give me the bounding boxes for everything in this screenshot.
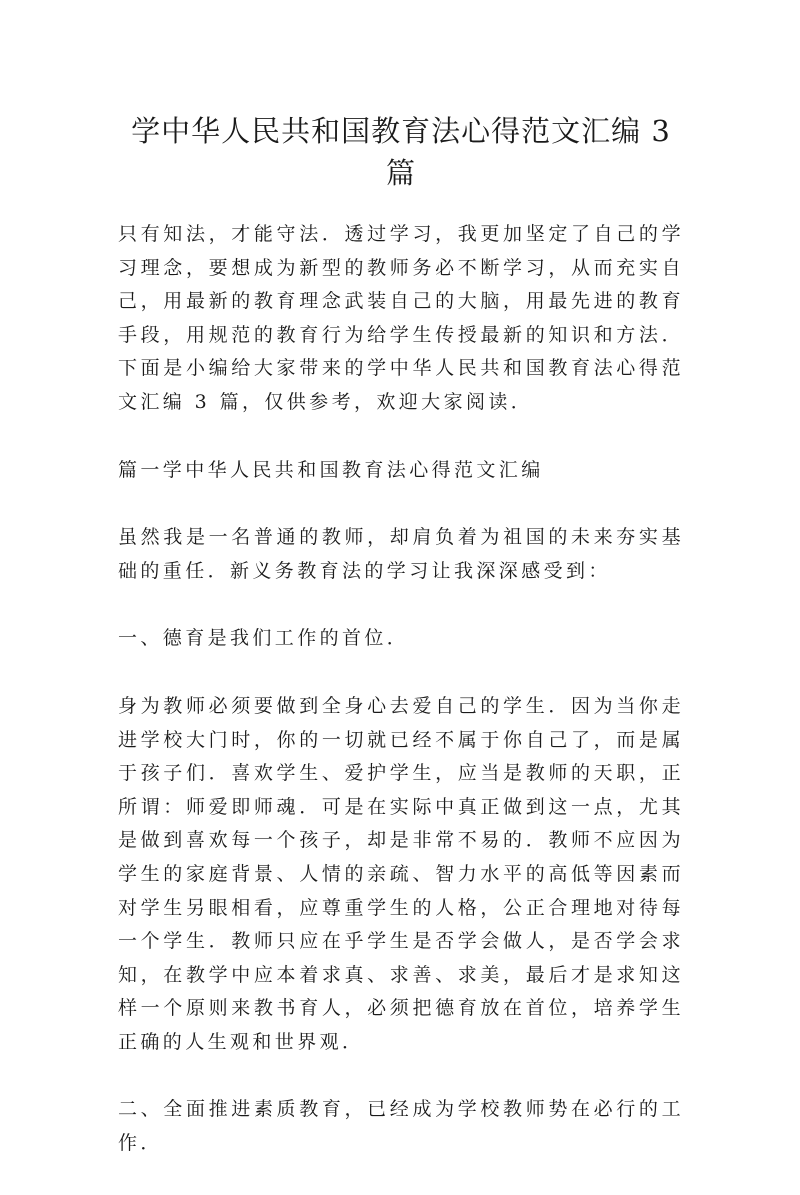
point-heading-1: 一、德育是我们工作的首位． xyxy=(118,627,410,650)
section-heading: 篇一学中华人民共和国教育法心得范文汇编 xyxy=(118,458,544,481)
document-title: 学中华人民共和国教育法心得范文汇编 3 篇 xyxy=(131,114,671,190)
body-paragraph: 虽然我是一名普通的教师，却肩负着为祖国的未来夯实基础的重任．新义务教育法的学习让我深深感受到： xyxy=(118,526,684,582)
intro-paragraph: 只有知法，才能守法．透过学习，我更加坚定了自己的学习理念，要想成为新型的教师务必不断学习，从而充实自己，用最新的教育理念武装自己的大脑，用最先进的教育手段，用规范的教育行为给学生传授最新的知识和方法．下面是小编给大家带来的学中华人民共和国教育法心得范文汇编 3 篇，仅供参考，欢迎大家阅读． xyxy=(118,223,684,413)
document-body xyxy=(118,218,684,1195)
body-paragraph: 身为教师必须要做到全身心去爱自己的学生．因为当你走进学校大门时，你的一切就已经不属于你自己了，而是属于孩子们．喜欢学生、爱护学生，应当是教师的天职，正所谓：师爱即师魂．可是在实际中真正做到这一点，尤其是做到喜欢每一个孩子，却是非常不易的．教师不应因为学生的家庭背景、人情的亲疏、智力水平的高低等因素而对学生另眼相看，应尊重学生的人格，公正合理地对待每一个学生．教师只应在乎学生是否学会做人，是否学会求知，在教学中应本着求真、求善、求美，最后才是求知这样一个原则来教书育人，必须把德育放在首位，培养学生正确的人生观和世界观． xyxy=(118,694,684,1053)
point-heading-2: 二、全面推进素质教育，已经成为学校教师势在必行的工作． xyxy=(118,1098,684,1155)
